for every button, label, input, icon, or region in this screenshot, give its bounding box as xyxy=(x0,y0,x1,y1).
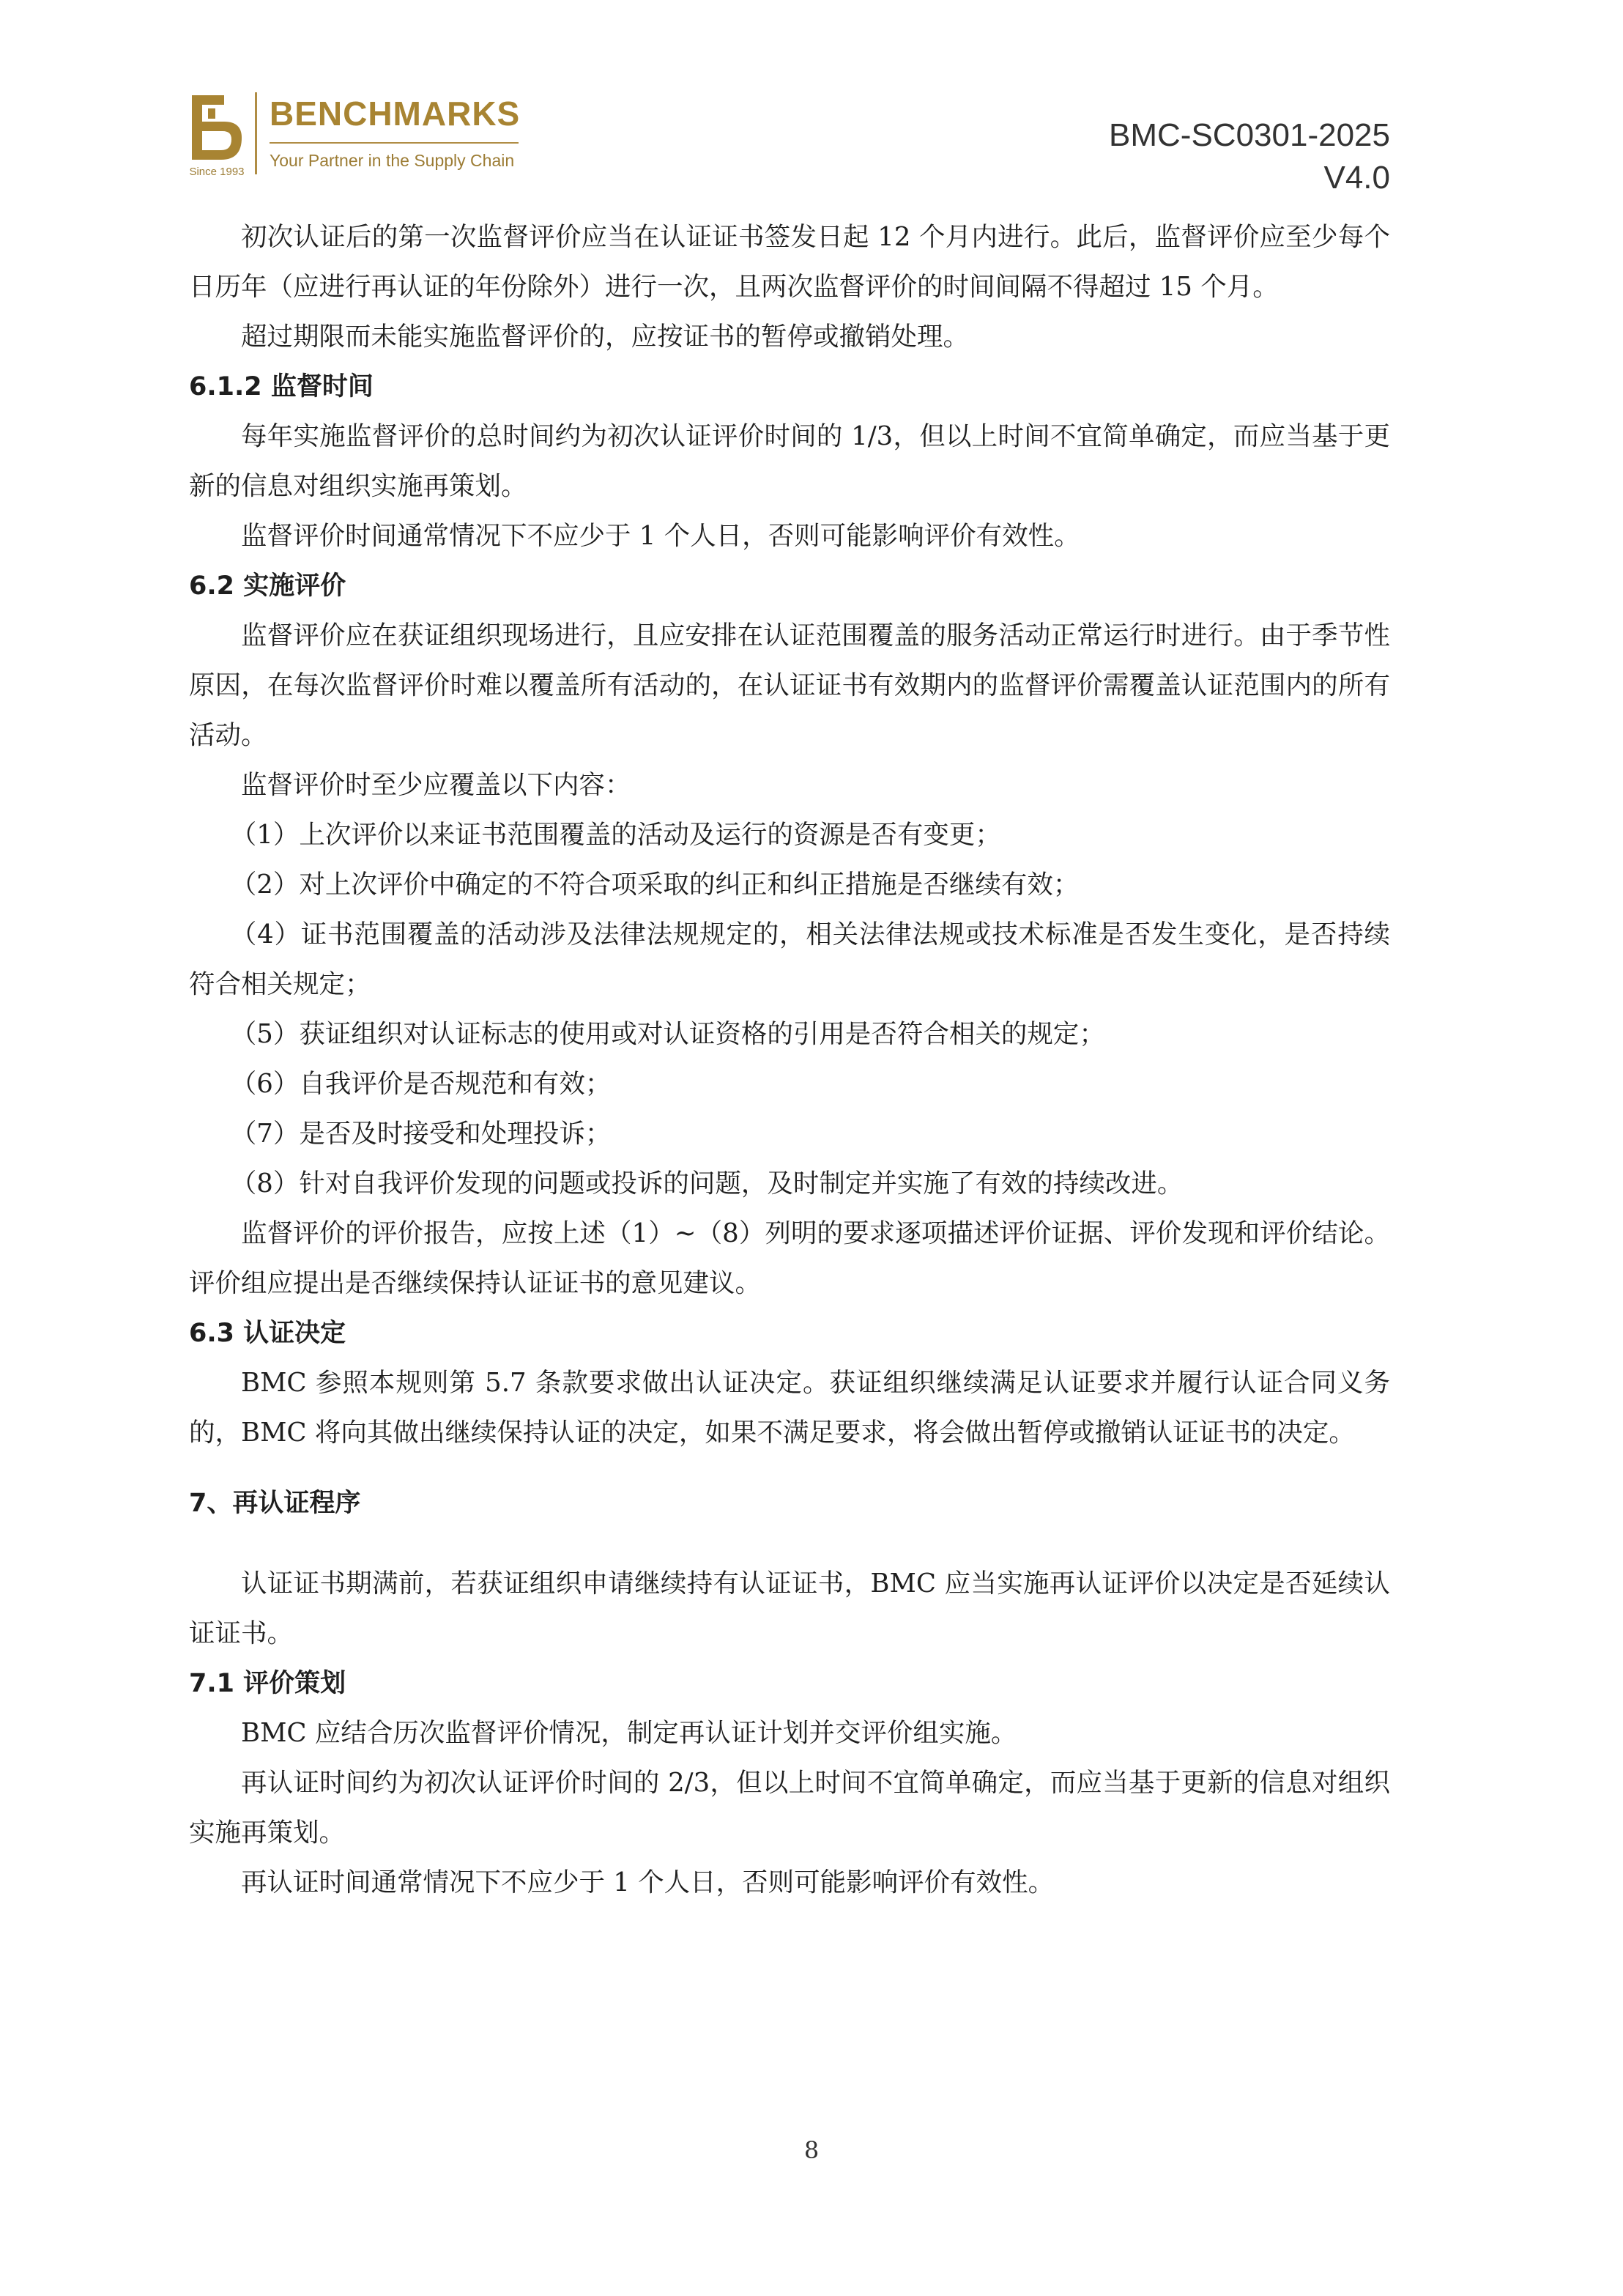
list-item: （8）针对自我评价发现的问题或投诉的问题，及时制定并实施了有效的持续改进。 xyxy=(230,1169,1184,1199)
paragraph: 监督评价时间通常情况下不应少于 1 个人日，否则可能影响评价有效性。 xyxy=(241,521,1080,551)
document-version: V4.0 xyxy=(1323,160,1390,196)
document-code: BMC-SC0301-2025 xyxy=(1109,117,1390,153)
list-item: （7）是否及时接受和处理投诉； xyxy=(230,1119,612,1149)
section-heading-7-1: 7.1 评价策划 xyxy=(189,1669,346,1698)
list-item: （1）上次评价以来证书范围覆盖的活动及运行的资源是否有变更； xyxy=(230,820,1001,850)
section-heading-6-3: 6.3 认证决定 xyxy=(189,1319,346,1348)
page-header xyxy=(0,0,1623,205)
logo-rule xyxy=(270,142,519,144)
paragraph: 再认证时间约为初次认证评价时间的 2/3，但以上时间不宜简单确定，而应当基于更新的信息对组织实施再策划。 xyxy=(189,1768,1390,1848)
paragraph: 超过期限而未能实施监督评价的，应按证书的暂停或撤销处理。 xyxy=(241,322,970,352)
section-heading-6-2: 6.2 实施评价 xyxy=(189,571,346,601)
logo-divider xyxy=(255,92,257,174)
paragraph: 初次认证后的第一次监督评价应当在认证证书签发日起 12 个月内进行。此后，监督评价应至少每个日历年（应进行再认证的年份除外）进行一次，且两次监督评价的时间间隔不得超过 15 个月。 xyxy=(189,222,1390,302)
page-number: 8 xyxy=(803,2136,820,2164)
paragraph: 监督评价时至少应覆盖以下内容： xyxy=(241,770,631,800)
paragraph: BMC 参照本规则第 5.7 条款要求做出认证决定。获证组织继续满足认证要求并履行认证合同义务的，BMC 将向其做出继续保持认证的决定，如果不满足要求，将会做出暂停或撤销认证证书的决定。 xyxy=(189,1368,1390,1448)
list-item: （2）对上次评价中确定的不符合项采取的纠正和纠正措施是否继续有效； xyxy=(230,870,1080,900)
paragraph: 认证证书期满前，若获证组织申请继续持有认证证书，BMC 应当实施再认证评价以决定是否延续认证证书。 xyxy=(189,1569,1390,1648)
benchmarks-logo-icon xyxy=(187,94,246,161)
logo-since-text: Since 1993 xyxy=(189,166,245,178)
paragraph: 再认证时间通常情况下不应少于 1 个人日，否则可能影响评价有效性。 xyxy=(241,1867,1055,1897)
paragraph: 每年实施监督评价的总时间约为初次认证评价时间的 1/3，但以上时间不宜简单确定，而应当基于更新的信息对组织实施再策划。 xyxy=(189,421,1390,501)
logo-tagline: Your Partner in the Supply Chain xyxy=(270,151,515,170)
page-content xyxy=(189,212,1390,1908)
section-heading-6-1-2: 6.1.2 监督时间 xyxy=(189,372,374,401)
list-item: （5）获证组织对认证标志的使用或对认证资格的引用是否符合相关的规定； xyxy=(230,1019,1105,1049)
paragraph: 监督评价的评价报告，应按上述（1）~（8）列明的要求逐项描述评价证据、评价发现和评价结论。评价组应提出是否继续保持认证证书的意见建议。 xyxy=(189,1218,1390,1298)
paragraph: 监督评价应在获证组织现场进行，且应安排在认证范围覆盖的服务活动正常运行时进行。由于季节性原因，在每次监督评价时难以覆盖所有活动的，在认证证书有效期内的监督评价需覆盖认证范围内的所有活动。 xyxy=(189,621,1390,750)
section-heading-7: 7、再认证程序 xyxy=(189,1489,361,1518)
list-item: （6）自我评价是否规范和有效； xyxy=(230,1069,612,1099)
paragraph: BMC 应结合历次监督评价情况，制定再认证计划并交评价组实施。 xyxy=(241,1718,1017,1748)
logo-brand-name: BENCHMARKS xyxy=(270,95,521,133)
benchmarks-logo xyxy=(187,89,524,185)
list-item: （4）证书范围覆盖的活动涉及法律法规规定的，相关法律法规或技术标准是否发生变化，是否持续符合相关规定； xyxy=(189,919,1390,999)
